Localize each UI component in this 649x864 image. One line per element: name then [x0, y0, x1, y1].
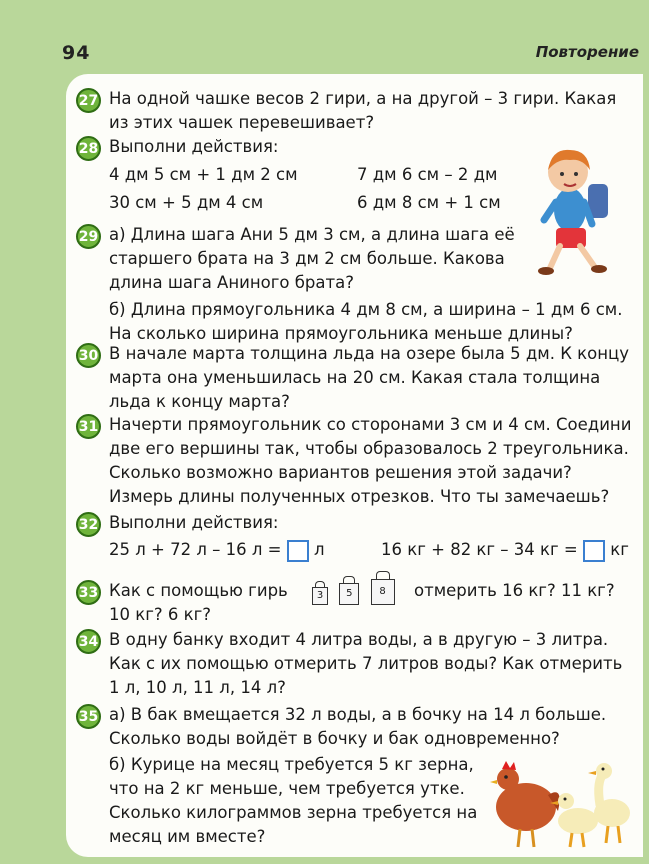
section-title: Повторение	[535, 43, 639, 61]
expression: 25 л + 72 л – 16 л =	[109, 540, 282, 559]
answer-box[interactable]	[583, 540, 605, 562]
task-text: 10 кг? 6 кг?	[109, 605, 212, 624]
task-number-badge: 31	[76, 414, 101, 439]
task-text: старшего брата на 3 дм 2 см больше. Какова	[109, 249, 505, 268]
task-text: На одной чашке весов 2 гири, а на другой – 3 гири. Какая	[109, 89, 617, 108]
task-text: Сколько воды войдёт в бочку и бак одновременно?	[109, 729, 560, 748]
expression: 7 дм 6 см – 2 дм	[357, 165, 498, 184]
task-text: На сколько ширина прямоугольника меньше длины?	[109, 324, 573, 343]
task-text: отмерить 16 кг? 11 кг?	[414, 581, 615, 600]
task-text: Сколько возможно вариантов решения этой задачи?	[109, 463, 572, 482]
expression-row	[381, 538, 629, 562]
task-text: месяц им вместе?	[109, 827, 266, 846]
task-number-badge: 32	[76, 512, 101, 537]
task-number-badge: 27	[76, 88, 101, 113]
task-number-badge: 28	[76, 136, 101, 161]
expression: 30 см + 5 дм 4 см	[109, 193, 264, 212]
task-number-badge: 35	[76, 704, 101, 729]
task-number-badge: 30	[76, 343, 101, 368]
weight-icon: 3	[312, 581, 328, 605]
task-text: а) В бак вмещается 32 л воды, а в бочку на 14 л больше.	[109, 705, 607, 724]
task-number-badge: 29	[76, 224, 101, 249]
task-text: а) Длина шага Ани 5 дм 3 см, а длина шага её	[109, 225, 515, 244]
task-text: Измерь длины полученных отрезков. Что ты замечаешь?	[109, 487, 610, 506]
task-text: льда к концу марта?	[109, 392, 290, 411]
task-text: б) Курице на месяц требуется 5 кг зерна,	[109, 755, 474, 774]
task-text: Начерти прямоугольник со сторонами 3 см и 4 см. Соедини	[109, 415, 632, 434]
unit: л	[314, 540, 325, 559]
task-text: Выполни действия:	[109, 513, 279, 532]
task-text: Сколько килограммов зерна требуется на	[109, 803, 478, 822]
task-number-badge: 33	[76, 580, 101, 605]
unit: кг	[610, 540, 629, 559]
task-text: из этих чашек перевешивает?	[109, 113, 375, 132]
task-text: В начале марта толщина льда на озере была 5 дм. К концу	[109, 344, 629, 363]
task-number-badge: 34	[76, 629, 101, 654]
expression: 4 дм 5 см + 1 дм 2 см	[109, 165, 298, 184]
task-text: длина шага Аниного брата?	[109, 273, 354, 292]
task-text: б) Длина прямоугольника 4 дм 8 см, а ширина – 1 дм 6 см.	[109, 300, 623, 319]
task-text: 1 л, 10 л, 11 л, 14 л?	[109, 678, 286, 697]
page-header	[0, 38, 649, 66]
task-text: что на 2 кг меньше, чем требуется утке.	[109, 779, 465, 798]
task-text: Как с помощью гирь	[109, 581, 288, 600]
expression: 6 дм 8 см + 1 см	[357, 193, 501, 212]
task-text: две его вершины так, чтобы образовалось 2 треугольника.	[109, 439, 629, 458]
hen-and-ducks-illustration	[486, 755, 636, 855]
task-text: Выполни действия:	[109, 137, 279, 156]
task-text: В одну банку входит 4 литра воды, а в другую – 3 литра.	[109, 630, 609, 649]
weights-group	[312, 571, 395, 605]
answer-box[interactable]	[287, 540, 309, 562]
task-text: Как с их помощью отмерить 7 литров воды? Как отмерить	[109, 654, 623, 673]
weight-icon: 5	[339, 576, 359, 605]
boy-illustration	[530, 142, 620, 282]
expression-row	[109, 538, 325, 562]
weight-icon: 8	[371, 571, 395, 605]
expression: 16 кг + 82 кг – 34 кг =	[381, 540, 578, 559]
page-number: 94	[62, 42, 91, 64]
task-text: марта она уменьшилась на 20 см. Какая стала толщина	[109, 368, 601, 387]
